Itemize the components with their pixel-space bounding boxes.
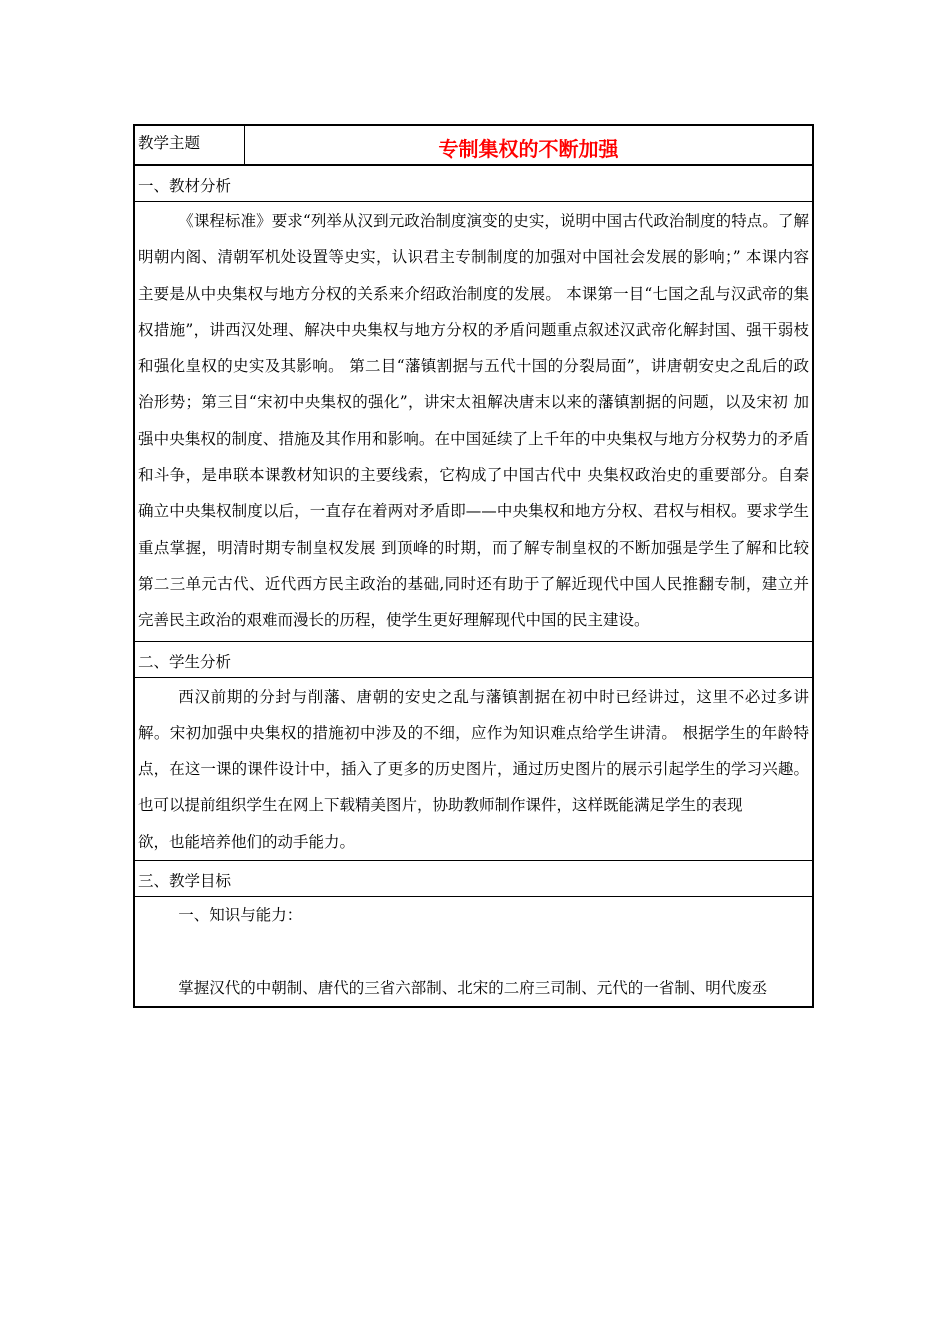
section-heading-textbook-analysis: 一、教材分析	[135, 166, 812, 202]
blank-line	[135, 933, 812, 970]
section-heading-teaching-goals: 三、教学目标	[135, 861, 812, 897]
title-row	[135, 126, 812, 166]
student-analysis-continuation: 欲，也能培养他们的动手能力。	[138, 832, 356, 851]
knowledge-ability-subheading: 一、知识与能力：	[178, 906, 303, 925]
teaching-goals-body	[135, 897, 812, 1006]
topic-label: 教学主题	[135, 126, 245, 164]
student-analysis-body	[135, 678, 812, 861]
textbook-analysis-paragraph: 《课程标准》要求“列举从汉到元政治制度演变的史实，说明中国古代政治制度的特点。了解明朝内阁、清朝军机处设置等史实，认识君主专制制度的加强对中国社会发展的影响；” 本课内容主要是从中央集权与地方分权的关系来介绍政治制度的发展。 本课第一目“七国之乱与汉武帝的集权措施”，讲西汉处理、解决中央集权与地方分权的矛盾问题重点叙述汉武帝化解封国、强干弱枝和强化皇权的史实及其影响。 第二目“藩镇割据与五代十国的分裂局面”，讲唐朝安史之乱后的政治形势；第三目“宋初中央集权的强化”，讲宋太祖解决唐末以来的藩镇割据的问题，以及宋初 加强中央集权的制度、措施及其作用和影响。在中国延续了上千年的中央集权与地方分权势力的矛盾和斗争，是串联本课教材知识的主要线索，它构成了中国古代中 央集权政治史的重要部分。自秦确立中央集权制度以后，一直存在着两对矛盾即——中央集权和地方分权、君权与相权。要求学生重点掌握，明清时期专制皇权发展 到顶峰的时期，而了解专制皇权的不断加强是学生了解和比较第二三单元古代、近代西方民主政治的基础,同时还有助于了解近现代中国人民推翻专制，建立并完善民主政治的艰难而漫长的历程，使学生更好理解现代中国的民主建设。	[138, 212, 809, 630]
topic-title: 专制集权的不断加强	[438, 137, 619, 161]
textbook-analysis-body	[135, 202, 812, 642]
section-heading-student-analysis: 二、学生分析	[135, 642, 812, 678]
lesson-plan-table	[133, 124, 814, 1008]
teaching-goals-paragraph: 掌握汉代的中朝制、唐代的三省六部制、北宋的二府三司制、元代的一省制、明代废丞	[178, 979, 768, 998]
student-analysis-paragraph: 西汉前期的分封与削藩、唐朝的安史之乱与藩镇割据在初中时已经讲过，这里不必过多讲解。宋初加强中央集权的措施初中涉及的不细，应作为知识难点给学生讲清。 根据学生的年龄特点，在这一课的课件设计中，插入了更多的历史图片，通过历史图片的展示引起学生的学习兴趣。也可以提前组织学生在网上下载精美图片，协助教师制作课件，这样既能满足学生的表现	[138, 687, 809, 815]
